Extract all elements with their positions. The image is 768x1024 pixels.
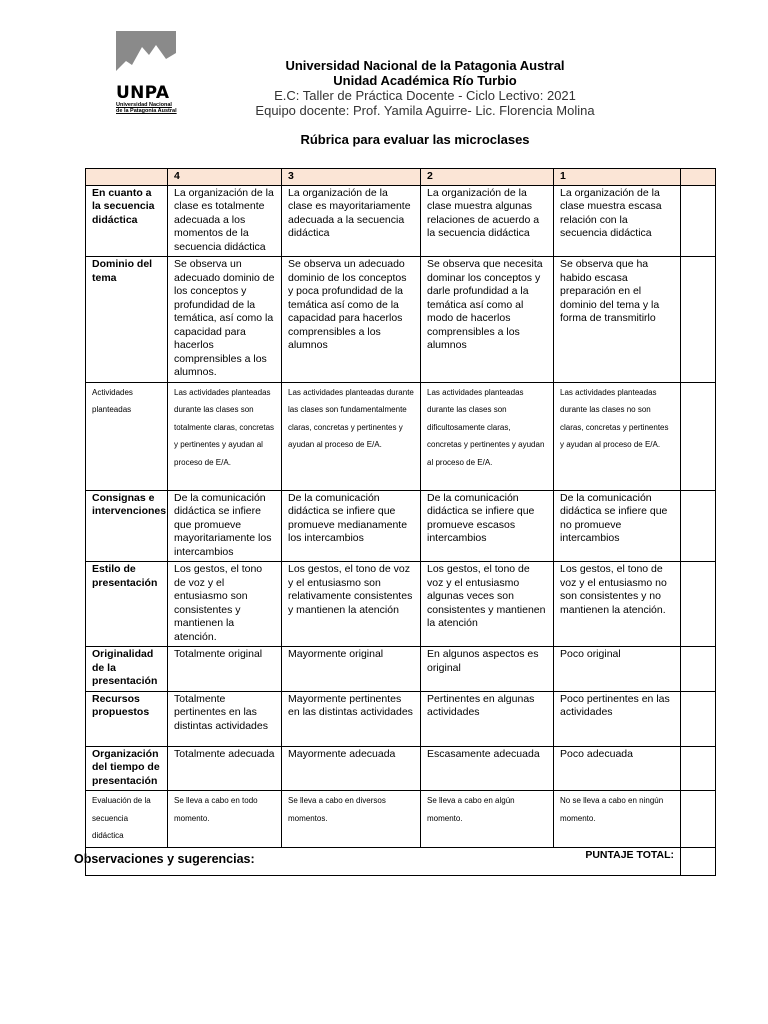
table-row: [86, 562, 716, 647]
table-row: [86, 185, 716, 257]
header-cell-level-2: 2: [421, 169, 554, 186]
academic-unit: Unidad Académica Río Turbio: [333, 73, 517, 88]
teaching-team: Equipo docente: Prof. Yamila Aguirre- Lic. Florencia Molina: [255, 103, 595, 118]
level-cell: Se observa que necesita dominar los conceptos y darle profundidad a la temática así como al modo de hacerlos comprensibles a los alumnos: [421, 257, 554, 383]
level-cell: Se lleva a cabo en todo momento.: [168, 791, 282, 848]
table-row: [86, 382, 716, 490]
level-cell: Las actividades planteadas durante las clases son fundamentalmente claras, concretas y pertinentes y ayudan al proceso de E/A.: [282, 382, 421, 490]
score-cell[interactable]: [681, 691, 716, 746]
document-header: [230, 58, 620, 118]
level-cell: Se lleva a cabo en algún momento.: [421, 791, 554, 848]
score-cell[interactable]: [681, 791, 716, 848]
header-cell: [86, 169, 168, 186]
logo-subtitle-2: de la Patagonia Austral: [116, 108, 177, 114]
score-cell[interactable]: [681, 185, 716, 257]
table-row: [86, 647, 716, 692]
table-row: [86, 257, 716, 383]
score-cell[interactable]: [681, 562, 716, 647]
level-cell: De la comunicación didáctica se infiere que promueve medianamente los intercambios: [282, 490, 421, 562]
level-cell: Totalmente adecuada: [168, 746, 282, 791]
criterion-cell: Evaluación de la secuencia didáctica: [86, 791, 168, 848]
header-cell-score: [681, 169, 716, 186]
level-cell: Pertinentes en algunas actividades: [421, 691, 554, 746]
rubric-table: [85, 168, 716, 876]
unpa-logo: [116, 31, 178, 121]
level-cell: Los gestos, el tono de voz y el entusiasmo son consistentes y mantienen la atención.: [168, 562, 282, 647]
observations-label: Observaciones y sugerencias:: [74, 852, 255, 866]
header-cell-level-3: 3: [282, 169, 421, 186]
mountain-logo-icon: [116, 31, 176, 83]
total-score-cell[interactable]: [681, 847, 716, 875]
header-cell-level-1: 1: [554, 169, 681, 186]
score-cell[interactable]: [681, 257, 716, 383]
score-cell[interactable]: [681, 647, 716, 692]
level-cell: La organización de la clase muestra escasa relación con la secuencia didáctica: [554, 185, 681, 257]
table-row: [86, 490, 716, 562]
logo-name: UNPA: [116, 83, 170, 103]
level-cell: Poco pertinentes en las actividades: [554, 691, 681, 746]
level-cell: En algunos aspectos es original: [421, 647, 554, 692]
level-cell: De la comunicación didáctica se infiere que no promueve intercambios: [554, 490, 681, 562]
level-cell: De la comunicación didáctica se infiere que promueve mayoritariamente los intercambios: [168, 490, 282, 562]
level-cell: Mayormente original: [282, 647, 421, 692]
criterion-cell: Organización del tiempo de presentación: [86, 746, 168, 791]
level-cell: Las actividades planteadas durante las clases son dificultosamente claras, concretas y pertinentes y ayudan al proceso de E/A.: [421, 382, 554, 490]
level-cell: La organización de la clase muestra algunas relaciones de acuerdo a la secuencia didáctica: [421, 185, 554, 257]
level-cell: Se observa un adecuado dominio de los conceptos y profundidad de la temática, así como la capacidad para hacerlos comprensibles a los alumnos.: [168, 257, 282, 383]
level-cell: No se lleva a cabo en ningún momento.: [554, 791, 681, 848]
level-cell: Los gestos, el tono de voz y el entusiasmo algunas veces son consistentes y mantienen la atención: [421, 562, 554, 647]
criterion-cell: Recursos propuestos: [86, 691, 168, 746]
level-cell: Los gestos, el tono de voz y el entusiasmo son relativamente consistentes y mantienen la atención: [282, 562, 421, 647]
header-cell-level-4: 4: [168, 169, 282, 186]
table-row: [86, 746, 716, 791]
level-cell: La organización de la clase es mayoritariamente adecuada a la secuencia didáctica: [282, 185, 421, 257]
logo-subtitle-1: Universidad Nacional: [116, 102, 172, 108]
level-cell: Las actividades planteadas durante las clases no son claras, concretas y pertinentes y ayudan al proceso de E/A.: [554, 382, 681, 490]
criterion-cell: Estilo de presentación: [86, 562, 168, 647]
table-header-row: [86, 169, 716, 186]
criterion-cell: Originalidad de la presentación: [86, 647, 168, 692]
criterion-cell: Actividades planteadas: [86, 382, 168, 490]
page-title: Rúbrica para evaluar las microclases: [300, 132, 530, 147]
level-cell: Escasamente adecuada: [421, 746, 554, 791]
level-cell: Totalmente pertinentes en las distintas actividades: [168, 691, 282, 746]
level-cell: Poco original: [554, 647, 681, 692]
course-line: E.C: Taller de Práctica Docente - Ciclo Lectivo: 2021: [274, 88, 576, 103]
university-name: Universidad Nacional de la Patagonia Austral: [285, 58, 565, 73]
level-cell: Totalmente original: [168, 647, 282, 692]
level-cell: Se lleva a cabo en diversos momentos.: [282, 791, 421, 848]
total-label: PUNTAJE TOTAL:: [86, 847, 681, 875]
level-cell: Poco adecuada: [554, 746, 681, 791]
table-row: [86, 791, 716, 848]
score-cell[interactable]: [681, 382, 716, 490]
level-cell: Los gestos, el tono de voz y el entusiasmo no son consistentes y no mantienen la atención.: [554, 562, 681, 647]
level-cell: La organización de la clase es totalmente adecuada a los momentos de la secuencia didáctica: [168, 185, 282, 257]
table-row: [86, 691, 716, 746]
level-cell: Se observa un adecuado dominio de los conceptos y poca profundidad de la temática así como de la capacidad para hacerlos comprensibles a los alumnos: [282, 257, 421, 383]
level-cell: Se observa que ha habido escasa preparación en el dominio del tema y la forma de transmitirlo: [554, 257, 681, 383]
criterion-cell: Consignas e intervenciones: [86, 490, 168, 562]
score-cell[interactable]: [681, 746, 716, 791]
level-cell: De la comunicación didáctica se infiere que promueve escasos intercambios: [421, 490, 554, 562]
level-cell: Las actividades planteadas durante las clases son totalmente claras, concretas y pertinentes y ayudan al proceso de E/A.: [168, 382, 282, 490]
score-cell[interactable]: [681, 490, 716, 562]
level-cell: Mayormente pertinentes en las distintas actividades: [282, 691, 421, 746]
level-cell: Mayormente adecuada: [282, 746, 421, 791]
criterion-cell: Dominio del tema: [86, 257, 168, 383]
criterion-cell: En cuanto a la secuencia didáctica: [86, 185, 168, 257]
